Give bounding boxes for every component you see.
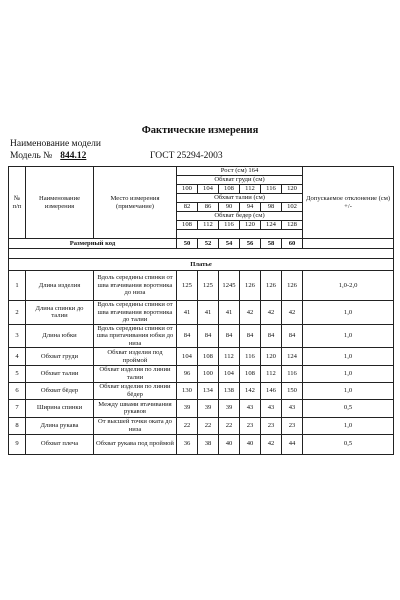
height-header: Рост (см) 164	[177, 167, 303, 176]
tolerance-value: 1,0	[303, 417, 394, 434]
hips-size-cell: 112	[198, 221, 219, 230]
measurement-place: Вдоль середины спинки от шва втачивания воротника до низа	[94, 271, 177, 301]
measurement-value: 84	[261, 324, 282, 348]
hips-size-cell: 108	[177, 221, 198, 230]
measurement-name: Обхват бёдер	[26, 382, 94, 399]
measurement-value: 112	[261, 366, 282, 382]
measurement-value: 40	[240, 434, 261, 454]
document-title: Фактические измерения	[141, 125, 259, 136]
measurement-name: Обхват плеча	[26, 434, 94, 454]
measurement-place: Обхват изделия под проймой	[94, 348, 177, 366]
waist-header: Обхват талии (см)	[177, 194, 303, 203]
table-row	[9, 348, 394, 366]
measurement-place: Вдоль середины спинки от шва притачивания юбки до низа	[94, 324, 177, 348]
measurement-value: 150	[282, 382, 303, 399]
row-number: 7	[9, 399, 26, 417]
measurement-value: 146	[261, 382, 282, 399]
measurement-value: 38	[198, 434, 219, 454]
tolerance-value: 1,0-2,0	[303, 271, 394, 301]
measurement-value: 116	[240, 348, 261, 366]
measurement-value: 108	[240, 366, 261, 382]
row-number: 3	[9, 324, 26, 348]
measurement-name: Ширина спинки	[26, 399, 94, 417]
col-name-header: Наименование измерения	[26, 167, 94, 239]
chest-size-cell: 112	[240, 185, 261, 194]
measurement-value: 39	[177, 399, 198, 417]
measurement-value: 22	[198, 417, 219, 434]
measurement-value: 130	[177, 382, 198, 399]
measurement-value: 124	[282, 348, 303, 366]
measurement-value: 44	[282, 434, 303, 454]
row-number: 6	[9, 382, 26, 399]
waist-size-cell: 94	[240, 203, 261, 212]
measurement-value: 41	[219, 301, 240, 325]
size-code-cell: 58	[261, 239, 282, 249]
measurement-place: Обхват изделия по линии талии	[94, 366, 177, 382]
table-row	[9, 382, 394, 399]
waist-size-cell: 82	[177, 203, 198, 212]
measurement-value: 39	[219, 399, 240, 417]
measurement-value: 43	[282, 399, 303, 417]
measurement-value: 41	[177, 301, 198, 325]
tolerance-value: 0,5	[303, 434, 394, 454]
measurement-value: 104	[219, 366, 240, 382]
tolerance-value: 1,0	[303, 366, 394, 382]
measurement-place: Обхват рукава под проймой	[94, 434, 177, 454]
measurement-value: 126	[261, 271, 282, 301]
row-number: 2	[9, 301, 26, 325]
measurement-value: 22	[219, 417, 240, 434]
waist-size-cell: 102	[282, 203, 303, 212]
measurement-value: 134	[198, 382, 219, 399]
measurement-name: Длина рукава	[26, 417, 94, 434]
tolerance-header: Допускаемое отклонение (см) +/-	[303, 167, 394, 239]
tolerance-value: 1,0	[303, 382, 394, 399]
row-number: 8	[9, 417, 26, 434]
measurement-name: Обхват груди	[26, 348, 94, 366]
size-code-cell: 50	[177, 239, 198, 249]
size-code-label: Размерный код	[9, 239, 177, 249]
waist-size-cell: 90	[219, 203, 240, 212]
measurement-value: 84	[177, 324, 198, 348]
waist-size-cell: 98	[261, 203, 282, 212]
measurement-value: 120	[261, 348, 282, 366]
chest-size-cell: 120	[282, 185, 303, 194]
measurement-value: 112	[219, 348, 240, 366]
chest-size-cell: 116	[261, 185, 282, 194]
hips-size-cell: 120	[240, 221, 261, 230]
size-code-cell: 52	[198, 239, 219, 249]
measurement-value: 84	[282, 324, 303, 348]
measurement-value: 42	[282, 301, 303, 325]
measurement-value: 84	[219, 324, 240, 348]
table-row	[9, 324, 394, 348]
size-code-empty	[303, 239, 394, 249]
tolerance-value: 1,0	[303, 348, 394, 366]
col-place-header: Место измерения (примечание)	[94, 167, 177, 239]
measurement-value: 104	[177, 348, 198, 366]
hips-size-cell: 124	[261, 221, 282, 230]
measurement-name: Длина спинки до талии	[26, 301, 94, 325]
table-row	[9, 366, 394, 382]
measurement-value: 142	[240, 382, 261, 399]
measurement-place: От высшей точки оката до низа	[94, 417, 177, 434]
waist-size-cell: 86	[198, 203, 219, 212]
spacer-row	[9, 249, 394, 259]
row-number: 9	[9, 434, 26, 454]
measurement-value: 43	[261, 399, 282, 417]
measurement-value: 138	[219, 382, 240, 399]
model-number-label: Модель №	[10, 151, 53, 161]
table-row	[9, 271, 394, 301]
measurement-value: 96	[177, 366, 198, 382]
measurement-value: 43	[240, 399, 261, 417]
measurement-place: Вдоль середины спинки от шва втачивания воротника до талии	[94, 301, 177, 325]
row-number: 5	[9, 366, 26, 382]
size-code-cell: 54	[219, 239, 240, 249]
gost-standard: ГОСТ 25294-2003	[150, 151, 223, 161]
tolerance-value: 0,5	[303, 399, 394, 417]
size-code-cell: 60	[282, 239, 303, 249]
measurement-value: 42	[261, 434, 282, 454]
measurement-value: 116	[282, 366, 303, 382]
measurement-value: 36	[177, 434, 198, 454]
tolerance-value: 1,0	[303, 324, 394, 348]
hips-header: Обхват бедер (см)	[177, 212, 303, 221]
measurement-value: 40	[219, 434, 240, 454]
measurement-value: 84	[240, 324, 261, 348]
measurement-name: Обхват талии	[26, 366, 94, 382]
model-number-line	[10, 151, 223, 161]
col-num-header: № п/п	[9, 167, 26, 239]
table-row	[9, 399, 394, 417]
hips-size-cell: 116	[219, 221, 240, 230]
measurement-value: 126	[282, 271, 303, 301]
measurement-value: 108	[198, 348, 219, 366]
size-code-cell: 56	[240, 239, 261, 249]
table-row	[9, 417, 394, 434]
measurement-value: 84	[198, 324, 219, 348]
measurement-value: 39	[198, 399, 219, 417]
measurement-name: Длина юбки	[26, 324, 94, 348]
measurement-value: 23	[261, 417, 282, 434]
measurement-value: 42	[261, 301, 282, 325]
chest-size-cell: 108	[219, 185, 240, 194]
measurement-value: 42	[240, 301, 261, 325]
row-number: 4	[9, 348, 26, 366]
measurement-value: 41	[198, 301, 219, 325]
measurement-value: 100	[198, 366, 219, 382]
table-row	[9, 434, 394, 454]
chest-size-cell: 100	[177, 185, 198, 194]
measurement-value: 125	[177, 271, 198, 301]
measurements-table	[8, 166, 394, 455]
measurement-place: Между швами втачивания рукавов	[94, 399, 177, 417]
model-name-label: Наименование модели	[10, 139, 101, 149]
measurement-value: 125	[198, 271, 219, 301]
measurement-name: Длина изделия	[26, 271, 94, 301]
measurement-value: 1245	[219, 271, 240, 301]
row-number: 1	[9, 271, 26, 301]
measurement-value: 126	[240, 271, 261, 301]
tolerance-value: 1,0	[303, 301, 394, 325]
chest-size-cell: 104	[198, 185, 219, 194]
hips-size-cell: 128	[282, 221, 303, 230]
table-row	[9, 301, 394, 325]
measurement-value: 22	[177, 417, 198, 434]
section-title: Платье	[9, 259, 394, 271]
measurement-value: 23	[240, 417, 261, 434]
measurement-value: 23	[282, 417, 303, 434]
measurement-place: Обхват изделия по линии бёдер	[94, 382, 177, 399]
model-number: 844.12	[60, 151, 87, 161]
chest-header: Обхват груди (см)	[177, 176, 303, 185]
